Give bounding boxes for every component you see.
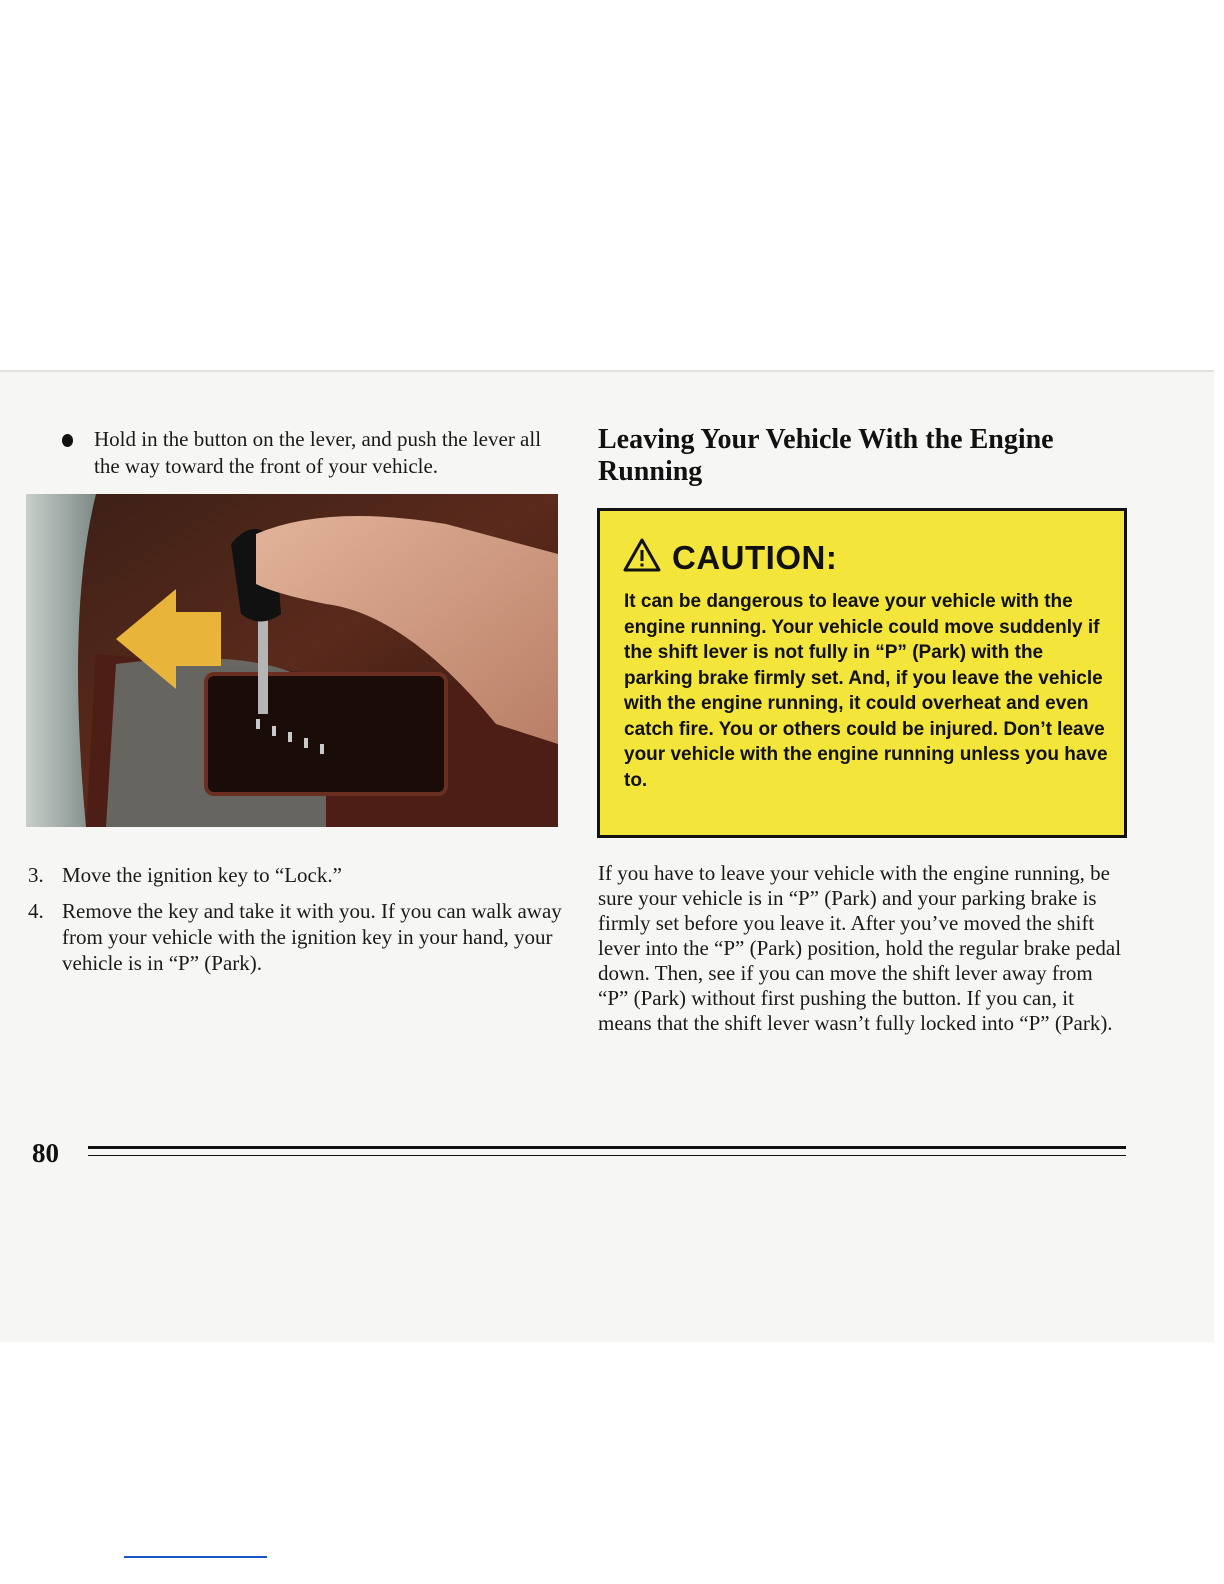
caution-header [622, 537, 837, 577]
bottom-link-underline[interactable] [124, 1556, 267, 1558]
steps-list [28, 862, 568, 986]
list-item [28, 862, 568, 888]
body-paragraph: If you have to leave your vehicle with the engine running, be sure your vehicle is in “P” (Park) and your parking brake is firmly set before you leave it. After you’ve moved the shift lever into the “P” (Park) position, hold the regular brake pedal down. Then, see if you can move the shift lever away from “P” (Park) without first pushing the button. If you can, it means that the shift lever wasn’t fully locked into “P” (Park). [598, 861, 1122, 1035]
step-number: 3. [28, 863, 44, 887]
shift-lever-illustration [26, 494, 558, 827]
list-item [28, 898, 568, 976]
footer-rule-thin [88, 1155, 1126, 1156]
section-title: Leaving Your Vehicle With the Engine Running [598, 424, 1054, 487]
page-number: 80 [32, 1138, 59, 1168]
footer-rule-thick [88, 1146, 1126, 1149]
step-number: 4. [28, 899, 44, 923]
caution-text: It can be dangerous to leave your vehicle with the engine running. Your vehicle could move suddenly if the shift lever is not fully in “P” (Park) with the parking brake firmly set. And, if you leave the vehicle with the engine running, it could overheat and even catch fire. You or others could be injured. Don’t leave your vehicle with the engine running unless you have to. [624, 591, 1108, 791]
caution-heading: CAUTION: [672, 539, 838, 576]
step-text: Remove the key and take it with you. If you can walk away from your vehicle with the ignition key in your hand, your vehicle is in “P” (Park). [62, 899, 562, 975]
caution-box [597, 508, 1127, 838]
step-text: Move the ignition key to “Lock.” [62, 863, 342, 887]
shift-lever-photo [26, 494, 558, 827]
warning-triangle-icon [622, 537, 662, 573]
footer-rule [88, 1146, 1126, 1158]
bullet-icon [62, 434, 73, 447]
bullet-text: Hold in the button on the lever, and push the lever all the way toward the front of your vehicle. [94, 427, 542, 478]
